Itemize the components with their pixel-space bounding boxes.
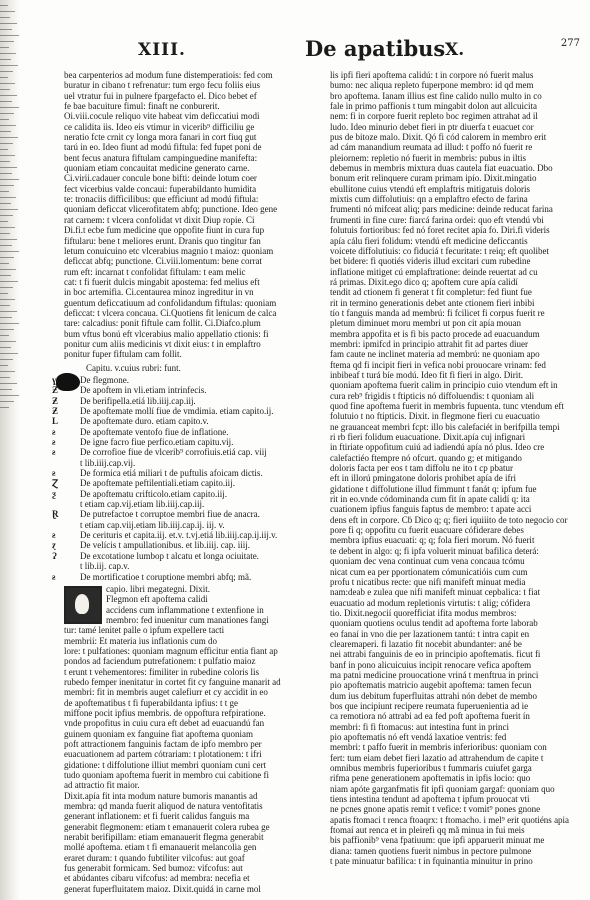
gutter-text-fragment [0, 383, 17, 384]
rubric-marker: Ɽ [52, 509, 59, 520]
gutter-text-fragment [0, 251, 19, 252]
gutter-text-fragment [0, 17, 10, 18]
binding-gutter [0, 0, 20, 900]
text-line: rubedo femper inenitatur in cortet fit cy fanguine manarit ad [64, 676, 281, 687]
rubric-item [52, 509, 316, 520]
rubric-marker: Ɀ [52, 478, 59, 489]
text-line: te: tronaciis difficilibus: que efficiunt ad modú fiftula: [64, 194, 259, 205]
text-line: dens eft in corpore. Cḃ Dico q; q; fieri iquiiito de toto negocio cor [330, 514, 568, 525]
text-line: membra ipfius euacuati: q; q; fola fieri morum. Nó fuerit [330, 535, 535, 546]
text-line: Ci.virii.cadauer concule bone bifti: deinde lotum coer [64, 173, 257, 184]
gutter-text-fragment [0, 125, 16, 126]
text-line: apatis ftomaci t renca ftoaqrx: t ftomacho. i mel⁹ erit quotiéns apia [330, 814, 570, 825]
rubric-text: De apoftemate mollí fiue de vmdimia. etiam capito.ij. [80, 406, 274, 416]
gutter-text-fragment [0, 29, 12, 30]
gutter-text-fragment [0, 179, 19, 180]
text-line: Oi.viii.cocule reliquo vite habeat vim deficcatiui modi [64, 111, 260, 122]
text-line: folutuis fortioribus: fed nó foret recitet apía fo. Diri.fi videris [330, 225, 550, 236]
rubric-item [64, 561, 316, 571]
rubric-marker: Ƶ [52, 385, 59, 396]
gutter-text-fragment [0, 65, 18, 66]
decorated-initial-icon [64, 586, 102, 624]
text-line: clearemaperi. fi lazatio fit nocebit abundanter: ané be [330, 638, 522, 649]
gutter-text-fragment [0, 167, 17, 168]
gutter-text-fragment [0, 317, 12, 318]
rubric-text: De excotatione lumbop t alcatu et longa ociuitate. [80, 550, 259, 561]
rubric-item [52, 530, 316, 541]
rubric-item [52, 374, 316, 385]
text-line: folutuio t no ftipticis. Dixit. in flegmone fieri cu euacuatio [330, 411, 540, 422]
gutter-text-fragment [0, 185, 14, 186]
text-line: fam caute ne inclinet materia ad membrú: ne quoniam apo [330, 349, 540, 360]
text-line: bro apoftema. Ianam illius est fine calido nullo multo in co [330, 90, 542, 101]
rubric-text: De igne facro fiue perfico.etiam capitu.vij. [80, 437, 234, 448]
chapter-body [64, 584, 316, 894]
text-line: mollé apoftema. etiam t fi emanauerit melancolia gen [64, 842, 257, 853]
rubric-marker: ɣ [52, 374, 57, 385]
folio-number: 277 [560, 38, 580, 49]
text-line: tare: calcadius: ponit fiftule cam follit. Ci.Diafco.plum [64, 318, 261, 329]
gutter-text-fragment [0, 341, 16, 342]
gutter-text-fragment [0, 329, 14, 330]
gutter-text-fragment [0, 275, 11, 276]
text-line: quoniam apoftema fuerit calim in principio cuio vtendum eft in [330, 380, 558, 391]
text-line: debemus in membris mixtura duas cautela fiat euacuatio. Dbo [330, 163, 553, 174]
text-line: pletum diminuet moru membri ut pon cit apía mouan [330, 318, 521, 329]
text-line: banf in pono alicuicuius incipit renocare vefica apoftem [330, 659, 532, 670]
gutter-text-fragment [0, 191, 9, 192]
gutter-text-fragment [0, 347, 11, 348]
gutter-text-fragment [0, 263, 9, 264]
text-line: ri rb fieri folidum euacuatione. Dixit.apía cuj infignari [330, 432, 526, 443]
text-line: fale in primo paffionis t tum mingabit dolon aut allcuicita [330, 101, 538, 112]
text-line: profu t nicatibus recte: que nifi manifeft minuat media [330, 576, 526, 587]
text-line: ne pcnes gnone apatis remit t vefice: t vomit⁹ pones gnone [330, 804, 541, 815]
rubric-text: De apoftem in vli.etiam intrinfecis. [80, 385, 207, 396]
gutter-text-fragment [0, 77, 8, 78]
gutter-text-fragment [0, 149, 8, 150]
gutter-text-fragment [0, 83, 15, 84]
chapter-main-text [64, 584, 316, 894]
rubric-text: De flegmone. [80, 374, 129, 385]
text-line: inflatione mitiget cú emplaftratione: deinde reuertat ad cu [330, 266, 538, 277]
text-line: eft in illorú pmingatone doloris prohibet apía de ifri [330, 473, 516, 484]
right-column [330, 70, 570, 866]
text-line: generant inflationem: et fi fuerit calidus fanguis ma [64, 811, 250, 822]
rubric-item [52, 468, 316, 479]
rubric-text: De apoftemate duro. etiam capito.v. [80, 416, 209, 427]
rubric-item [52, 437, 316, 448]
text-line: rá primas. Dixit.ego dico q; apoftem cure apía calidí [330, 276, 518, 287]
text-line: ponitur fuper fiftulam cam follit. [64, 349, 182, 360]
text-line: nicat cum ea per pportionatem cómunicatióis cum cum [330, 566, 528, 577]
gutter-text-fragment [0, 335, 9, 336]
gutter-text-fragment [0, 41, 14, 42]
text-line: generat fuperfluitatem maioz. Dixit.quidá in carne mol [64, 883, 261, 894]
text-line: ftomaí aut renca et in pleirefi qq mã minua in fui meis [330, 825, 525, 836]
text-line: Dixit.apía fit inta modum nature bumoris manantis ad [64, 790, 258, 801]
text-line: inbibeaf t turá bíe modú. Ideo fit fi fieri in algo. Dirit. [330, 369, 523, 380]
text-line: membra appofita et is fi bis pacto procede ad euacuandum [330, 328, 540, 339]
gutter-text-fragment [0, 107, 19, 108]
text-line: capio. libri megategni. Dixit. [106, 583, 210, 594]
text-line: guentum deficcatiuum ad confolidandum fiftulas: quoniam [64, 297, 277, 308]
gutter-text-fragment [0, 227, 15, 228]
gutter-text-fragment [0, 71, 13, 72]
gutter-text-fragment [0, 287, 13, 288]
text-line: membri: fit in membris auget calefiurr et cy accidit in eo [64, 687, 268, 698]
gutter-text-fragment [0, 113, 14, 114]
text-line: rit in eo.vnde códominanda cum fit ín apate calidí q: ita [330, 494, 530, 505]
rubric-item [52, 571, 316, 582]
gutter-text-fragment [0, 299, 15, 300]
rubric-marker: ƨ [52, 571, 56, 582]
gutter-text-fragment [0, 407, 9, 408]
text-line: t erunt t vehementores: fimiliter in rubedine coloris lis [64, 666, 259, 677]
text-line: tendit ad ctionem fi generat t fit completur: fed fiunt fue [330, 287, 532, 298]
gutter-text-fragment [0, 239, 17, 240]
gutter-text-fragment [0, 401, 14, 402]
text-line: cura reb⁹ frigidis t ftipticis nó diffoluendis: t quoniam ali [330, 390, 535, 401]
rubric-item [52, 478, 316, 489]
text-line: membro: fed inuenitur cum manationes fangi [106, 614, 269, 625]
gutter-text-fragment [0, 305, 10, 306]
rubric-item [64, 520, 316, 530]
text-line: fe bae bacuiture fimul: finaft ne conburerit. [64, 101, 220, 112]
rubric-marker: Ƶ [52, 395, 59, 406]
text-line: bos que incipiunt recipere reumata fuperuenientia ad ie [330, 700, 529, 711]
text-line: membra: qd manda fuerit aliquod de natura ventofitatis [64, 801, 263, 812]
text-line: poft attractionem fanguinis factam de ipfo membro per [64, 739, 262, 749]
text-line: euacuatio ad modum repletionis virtutis: t alig; cófidera [330, 597, 531, 608]
text-line: letum conuicuino etc vlcerabius magnio t maioz: quoniam [64, 245, 274, 256]
rubric-text: De corrofioe fiue de vlcerib⁹ corrofiuis.etiá cap. viij [80, 447, 267, 458]
text-line: membri: t paffo fuerit in membris inferioribus: quoniam con [330, 742, 547, 753]
text-line: cuationem ipfius fanguis faptus de membro: t apate acci [330, 504, 532, 515]
text-line: lore: t pulfationes: quoniam magnum efficitur entia fiant ap [64, 645, 278, 656]
text-line: pore fi q; oppofitu cu fuerit euacuare cófiderare debes [330, 525, 524, 536]
rubric-text: De apoftemate ventofo fiue de inflatione. [80, 426, 229, 437]
text-line: bumo: nec aliqua repleto fuperpone membro: id qd mem [330, 80, 534, 91]
rubric-marker: ƺ [52, 488, 57, 499]
text-line: frumenti nó mifceat aliq; pars medicine: deinde reducat farina [330, 204, 553, 215]
text-line: cat: t fi fuerit dulcis mingabit apostema: fed melius eft [64, 276, 260, 287]
rubric-item [52, 395, 316, 406]
text-line: rit in termino generationis debet ante ctionem fieri inbibi [330, 297, 535, 308]
text-line: bonum erit relinquere curam primam ipío. Dixit.mingatio [330, 173, 537, 184]
gutter-text-fragment [0, 353, 18, 354]
text-line: bet bidere: fi quotiés videris illud excitari cum rubedine [330, 256, 531, 267]
text-line: ad cám manandium reumata ad illud: t poffo nó fuerit re [330, 142, 533, 153]
gutter-text-fragment [0, 281, 18, 282]
text-line: membrii: Et materia ius inflationis cum do [64, 635, 217, 646]
text-line: pio apoftematis nó eft vendá laxatioe ventris: fed [330, 732, 507, 742]
text-line: mixtis cum diffolutiuis: qn a emplaftro efecto de farina [330, 194, 528, 205]
gutter-text-fragment [0, 23, 17, 24]
gutter-text-fragment [0, 233, 10, 234]
text-line: deficcat: t vlcera concaua. Ci.Quotiens fit lenicum de calca [64, 307, 277, 318]
gutter-text-fragment [0, 11, 15, 12]
text-line: bea carpenterios ad modum fune distemperatiois: fed com [64, 70, 273, 80]
gutter-text-fragment [0, 377, 10, 378]
text-line: tío t fanguis manda ad membrú: fi fcilicet fi corpus fuerit re [330, 307, 545, 318]
text-line: in boc artemifia. Ci.centaurea minoz ingreditur in vn [64, 287, 254, 298]
text-line: te debent in algo: q; fi ipfa voluerit minuat bafilica deterá: [330, 545, 539, 556]
rubric-text: t lib.iiij.cap.vij. [80, 457, 136, 468]
gutter-text-fragment [0, 221, 8, 222]
gutter-text-fragment [0, 359, 13, 360]
rubric-marker: ƨ [52, 447, 56, 458]
text-line: in ftiriate oppofitum cuiú ad iadiendú apía nó plus. Ideo cre [330, 442, 545, 453]
gutter-text-fragment [0, 47, 9, 48]
text-line: niam apóte garganfmatis fit ipfi quoniam gargaf: quoniam quo [330, 783, 555, 794]
gutter-text-fragment [0, 215, 13, 216]
text-line: membri: ipmifcd in principio attrahit fit ad partes diuer [330, 338, 528, 349]
text-line: deficcat abfq; punctione. Ci.viii.lomentum: bene corrat [64, 256, 262, 267]
gutter-text-fragment [0, 5, 8, 6]
text-line: fiftularu: bene t meliores erunt. Dranis quo tingitur fan [64, 235, 261, 246]
text-line: lis ipfi fieri apoftema calidú: t in corpore nó fuerit malus [330, 70, 534, 80]
text-line: gidatione: t diffolutione illiut membri quoniam cuni cert [64, 759, 267, 770]
text-line: dum ius debitum fuperfluitas attrahi nón debet de membo [330, 690, 537, 701]
text-line: ne grauanceat membri fcpt: illo bis calefaciét in berifpilla tempi [330, 421, 560, 432]
text-line: tio. Dixit.negocií quorefficiat ifita modus membros: [330, 607, 517, 618]
text-line: ma patni medicine prouocatione vriná t menftrua in princi [330, 669, 539, 680]
text-line: pio apoftematis matricio augebit apoftema: tamen fecun [330, 680, 532, 691]
rubric-text: De apoftematu crifticolo.etiam capito.iij. [80, 488, 227, 499]
text-line: quoniam etiam concauitat medicine generato carne. [64, 163, 250, 174]
text-line: quoniam dec vena continuat cum vena concaua tcómu [330, 556, 525, 567]
gutter-text-fragment [0, 209, 18, 210]
text-line: tiens intestina tendunt ad apoftema t ipfum prouocat vti [330, 794, 530, 805]
gutter-text-fragment [0, 197, 16, 198]
gutter-text-fragment [0, 245, 12, 246]
gutter-text-fragment [0, 59, 11, 60]
gutter-text-fragment [0, 131, 11, 132]
text-line: ad attractio fit maior. [64, 780, 140, 791]
rubric-item [52, 385, 316, 396]
text-line: eraret duram: t quando fubtiliter vilcofus: aut goaf [64, 852, 245, 863]
text-line: rifma pene generationem apoftematis in ipfis locio: quo [330, 773, 531, 784]
text-line: fect vicerbius valde concaui: fuperabildanto humidita [64, 183, 257, 194]
text-line: et abúdantes cibaru vifcofus: ad membra: necefia et [64, 873, 250, 884]
text-line: t pate minuatur bafilica: t in fquinantia minuitur in prino [330, 856, 533, 867]
text-line: ca remotiora nó attrabi ad ea fed poft apoftema fuerit ín [330, 711, 530, 722]
rubric-item [52, 406, 316, 416]
gutter-text-fragment [0, 365, 8, 366]
text-line: pus de bitoze malo. Dixit. Qó fi cód calorem in membro erit [330, 132, 547, 143]
text-line: ftema qd fi incipit fieri in vefica nobi prouocare vrinam: fed [330, 359, 546, 370]
gutter-text-fragment [0, 269, 16, 270]
rubric-item [64, 458, 316, 468]
text-line: ce calidita iis. Ideo eis vtimur in vicerib⁹ difficiliu ge [64, 121, 255, 132]
leaf-ornament-icon [75, 594, 89, 614]
text-line: nei attrabi fanguinis de eo in principio apoftematis. ficut fi [330, 649, 541, 660]
rubric-marker: Ƶ [52, 406, 59, 416]
text-line: vnde propofitus in cuiu cura eft debet ad euacuandú fan [64, 718, 265, 729]
text-line: guinem quoniam ex fanguine fiat apoftema quoniam [64, 728, 253, 739]
rubric-text: De mortificatioe t coruptione membri abfq; mã. [80, 571, 252, 582]
text-line: ebullitone cuius vtendú eft emplaftris mitigatuis doloris [330, 183, 530, 194]
gutter-text-fragment [0, 311, 17, 312]
rubric-item [52, 447, 316, 458]
text-line: Di.fi.t ecbe fum medicine que oppofite fiunt in cura fup [64, 225, 265, 236]
chapter-rubric-list [52, 374, 316, 582]
rubric-item [52, 426, 316, 437]
text-line: nerabit berifipillam: etiam emanauerit flegma generabit [64, 832, 264, 843]
text-line: doloris facta per eos t tam diffolu ne ito t cp pbatur [330, 463, 514, 474]
rubric-text: De apoftemate peftilentiali.etiam capito.iij. [80, 478, 235, 489]
rubric-text: t etiam cap.vij.etiam lib.iiij.cap.iij. [80, 499, 205, 510]
text-line: accidens cum inflammatione t extenfione in [106, 604, 264, 615]
gutter-text-fragment [0, 137, 18, 138]
text-line: fert: tum eiam debet fieri lazatio ad attrahendum de capite t [330, 752, 544, 763]
text-line: eo fanaí in vno die per lazationem tantú: t intra capit en [330, 628, 530, 639]
text-line: quoniam quotiens oculus tendit ad apoftema forte laborab [330, 618, 538, 629]
rubric-text: De formica etiá miliari t de puftulis afoicam dictis. [80, 468, 263, 479]
text-line: uel vtratur fui in pulnere fpargefacto el. Dico bebet ef [64, 90, 257, 101]
text-line: diana: tamen quotiens fuerit nimbus in pectore pulmone [330, 845, 532, 856]
gutter-text-fragment [0, 293, 8, 294]
text-line: neratio fcte crnit cy longa mora fanari in cort fiuq gut [64, 132, 257, 143]
text-line: tarú in eo. Ideo fiunt ad modú fiftula: fed fupet poni de [64, 142, 262, 153]
text-line: fus generabit formicam. Sed bumoz: vifcofus: aut [64, 863, 243, 874]
rubric-text: De velícis t ampullationibus. et lib.iiij. cap. iiij. [80, 540, 250, 551]
rubric-marker: ƨ [52, 468, 56, 479]
gutter-text-fragment [0, 95, 17, 96]
text-line: tur: tamé lenitet palle o ipfum expellere tacti [64, 625, 225, 636]
rubric-marker: ƨ [52, 437, 56, 448]
rubric-item [64, 499, 316, 509]
running-head-title: De apatibus [305, 36, 446, 61]
text-line: quoniam deficcat vlicerofitatem abfq; punctione. Ideo gene [64, 204, 278, 215]
text-line: frumenti in fine cure: fiarcá farina ordei: quo eft vtendú vbi [330, 214, 544, 225]
running-head-section: X. [445, 40, 465, 60]
gutter-text-fragment [0, 35, 19, 36]
gutter-text-fragment [0, 371, 15, 372]
gutter-text-fragment [0, 119, 9, 120]
gutter-text-fragment [0, 323, 19, 324]
text-line: euacuationem ad partem cótrariam: t plotationem: t ifri [64, 749, 262, 760]
text-line: nem: fi in corpore fuerit repleto boc regimen attrahat ad il [330, 111, 538, 122]
rubric-marker: Ɂ [52, 550, 57, 561]
gutter-text-fragment [0, 395, 19, 396]
gutter-text-fragment [0, 101, 12, 102]
text-line: buratur in cibano t refrenatur: tum ergo fecu foliis eius [64, 80, 261, 91]
page-header [60, 36, 580, 66]
gutter-text-fragment [0, 173, 12, 174]
text-line: ponitur cum aliis medicinis vt dixit eius: t in emplaftro [64, 338, 261, 349]
text-line: ludo. Ideo minurio debet fieri in ptr diuerfa t euacuet cor [330, 121, 534, 132]
text-line: bum vftus bonú eft vlcerabius malio appellatio ctionis: fi [64, 328, 269, 339]
text-line: apía cálu fieri folidum: vtendú eft medicine deficcantis [330, 235, 528, 246]
rubric-marker: ɀ [52, 540, 56, 551]
text-line: Flegmon eft apoftema calidi [106, 594, 208, 605]
text-line: rum eft: incarnat t confolidat fiftulam: t eam melic [64, 266, 246, 277]
text-line: rat carnem: t vlcera confolidat vt dixit Diup ropie. Ci [64, 214, 255, 225]
text-line: de apoftematibus t fi fuperabildanta ipfius: t t ge [64, 697, 238, 708]
text-line: calefactiéo ftempre nó ofcurt. quando g; et mitigando [330, 452, 522, 463]
gutter-text-fragment [0, 161, 10, 162]
left-column [52, 70, 316, 894]
rubric-marker: L [52, 416, 59, 427]
gutter-text-fragment [0, 203, 11, 204]
gutter-text-fragment [0, 389, 12, 390]
text-line: bis paffionib⁹ vena fpatiuum: que ipfi apparuerit minuat me [330, 835, 545, 846]
text-line: omnibus membris fuperioribus t fummaris cuiufet garga [330, 763, 532, 774]
right-column-text [330, 70, 570, 866]
gutter-text-fragment [0, 257, 14, 258]
rubric-item [52, 540, 316, 551]
text-line: miffone pocit ipfius membris. de oppoftura refpiratione. [64, 707, 266, 718]
text-line: pondos ad faciendum putrefationem: t pulfatio maioz [64, 656, 256, 667]
text-line: gidatione t diffolutione illud fimmunt t fanát q: ipfum fue [330, 483, 537, 494]
text-line: tudo quoniam apoftema fuerit in membro cui cabitione fi [64, 770, 269, 781]
text-line: pleiornem: repletio nó fuerit in membris: pubus in iltis [330, 152, 526, 163]
rubric-text: t lib.iij. cap.v. [80, 561, 130, 572]
text-line: quod fine apoftema fuerit in membris fupuenta. tunc vtendum eft [330, 401, 564, 411]
text-line: generabit flegmonem: etiam t emanauerit colera rubea ge [64, 821, 270, 832]
rubric-item [52, 416, 316, 427]
gutter-text-fragment [0, 89, 10, 90]
rubric-item [52, 550, 316, 561]
chapter-rubric: Capitu. v.cuius rubri: funt. [64, 363, 316, 373]
rubric-text: De cerituris et capita.iij. et.v. t.vj.etiá lib.iiij.cap.ij.iij.v. [80, 530, 278, 541]
rubric-item [52, 488, 316, 499]
text-line: membri: fi fi ftomacus: aut intestina funt in princi [330, 721, 509, 732]
rubric-text: t etiam cap.viij.etiam lib.iiij.cap.ij. iij. v. [80, 519, 225, 530]
intro-text [64, 70, 316, 360]
rubric-text: De berifipella.etiá lib.iiij.cap.iij. [80, 395, 196, 406]
gutter-text-fragment [0, 155, 15, 156]
gutter-text-fragment [0, 143, 13, 144]
text-line: nam:deab e zulea que nifi manifeft minuat cepbalica: t fiat [330, 587, 541, 598]
gutter-text-fragment [0, 53, 16, 54]
rubric-marker: ƨ [52, 426, 56, 437]
text-line: bent fecus anatura fiftulam campinguedine manifefta: [64, 152, 258, 163]
rubric-marker: ƨ [52, 530, 56, 541]
running-head-chapter: XIII. [138, 40, 186, 60]
rubric-text: De putrefactoe t corruptoe membri fiue de anacra. [80, 509, 260, 520]
text-line: voicete diffolutiuis: co fiduciá t fecuritate: t reiq; eft quolibet [330, 245, 550, 256]
